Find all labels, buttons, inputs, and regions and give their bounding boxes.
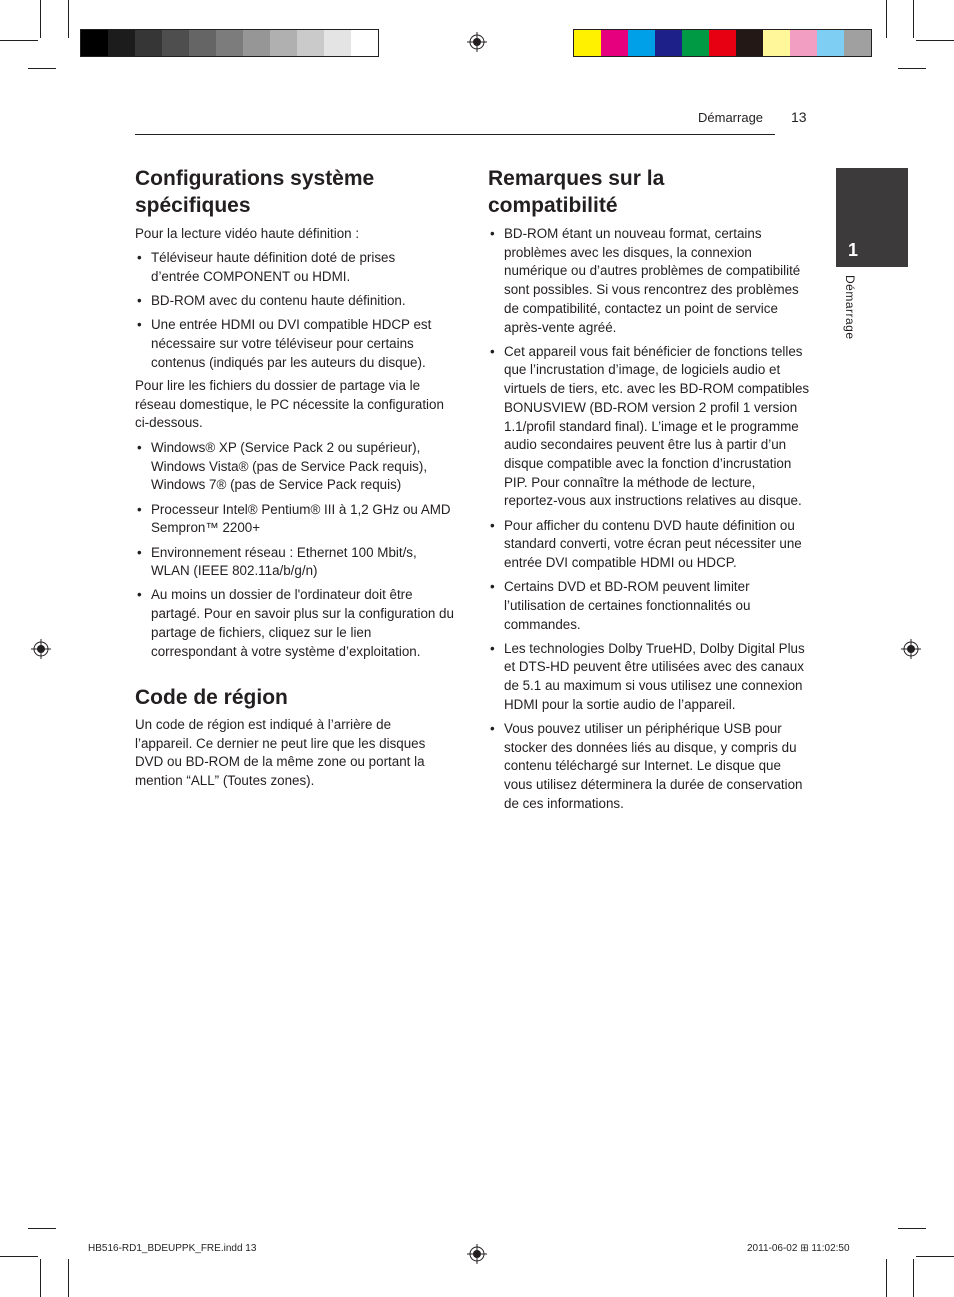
list-item: • Cet appareil vous fait bénéficier de fonctions telles que l’incrustation d’image, de logiciels audio et virtuels de tiers, etc. avec les BD-ROM compatibles BONUSVIEW (BD-ROM version 2 profil 1 version 1.1/profil standard final). L’image et le programme audio secondaires peuvent être lus à partir d’un disque compatible avec la fonction d’incrustation PIP. Pour connaître la méthode de lecture, reportez-vous aux instructions relatives au disque. xyxy=(488,343,810,511)
list-item: • Une entrée HDMI ou DVI compatible HDCP est nécessaire sur votre téléviseur pour certains contenus (indiqués par les auteurs du disque). xyxy=(135,316,445,372)
crop-mark xyxy=(886,0,887,38)
crop-mark xyxy=(0,1256,38,1257)
list-item: • Vous pouvez utiliser un périphérique USB pour stocker des données liés au disque, y compris du contenu téléchargé sur Internet. Le disque que vous utilisez déterminera la durée de conservation de ces informations. xyxy=(488,720,810,814)
crop-mark xyxy=(913,1259,914,1297)
calibration-swatch xyxy=(601,30,628,56)
registration-mark-icon xyxy=(467,32,487,52)
calibration-swatch xyxy=(655,30,682,56)
calibration-swatch xyxy=(81,30,108,56)
crop-mark xyxy=(913,0,914,38)
region-section-title: Code de région xyxy=(135,686,288,709)
calibration-swatch xyxy=(844,30,871,56)
config-intro-1: Pour la lecture vidéo haute définition : xyxy=(135,226,360,241)
header-rule xyxy=(135,134,775,135)
region-text: Un code de région est indiqué à l’arrière de l’appareil. Ce dernier ne peut lire que les disques DVD ou BD-ROM de la même zone ou portant la mention “ALL” (Toutes zones). xyxy=(135,717,426,789)
calibration-swatch xyxy=(628,30,655,56)
calibration-swatch xyxy=(682,30,709,56)
calibration-swatch xyxy=(216,30,243,56)
list-item: • Certains DVD et BD-ROM peuvent limiter l’utilisation de certaines fonctionnalités ou commandes. xyxy=(488,578,810,634)
header-section-label: Démarrage xyxy=(698,110,764,125)
crop-mark xyxy=(886,1259,887,1297)
crop-mark xyxy=(916,40,954,41)
page-number: 13 xyxy=(791,109,807,125)
calibration-swatch xyxy=(709,30,736,56)
footer-filename: HB516-RD1_BDEUPPK_FRE.indd 13 xyxy=(88,1243,257,1254)
calibration-swatch xyxy=(574,30,601,56)
calibration-swatch xyxy=(162,30,189,56)
compat-section-title: Remarques sur la compatibilité xyxy=(488,167,665,217)
compat-list xyxy=(488,225,810,819)
config-section-title: Configurations système spécifiques xyxy=(135,167,375,217)
crop-mark xyxy=(28,68,56,69)
chapter-tab xyxy=(836,168,908,267)
crop-mark xyxy=(40,0,41,38)
calibration-swatch xyxy=(270,30,297,56)
config-intro-2: Pour lire les fichiers du dossier de partage via le réseau domestique, le PC nécessite la configuration ci-dessous. xyxy=(135,378,444,431)
crop-mark xyxy=(68,1259,69,1297)
crop-mark xyxy=(40,1259,41,1297)
list-item: • Windows® XP (Service Pack 2 ou supérieur), Windows Vista® (pas de Service Pack requis), Windows 7® (pas de Service Pack requis) xyxy=(135,439,457,495)
registration-mark-icon xyxy=(901,639,921,659)
footer-timestamp: 2011-06-02 ⊞ 11:02:50 xyxy=(747,1243,850,1254)
calibration-swatch xyxy=(763,30,790,56)
crop-mark xyxy=(28,1228,56,1229)
crop-mark xyxy=(898,68,926,69)
crop-mark xyxy=(68,0,69,38)
list-item: • Processeur Intel® Pentium® III à 1,2 GHz ou AMD Sempron™ 2200+ xyxy=(135,501,457,538)
calibration-swatch xyxy=(297,30,324,56)
calibration-swatch xyxy=(135,30,162,56)
crop-mark xyxy=(898,1228,926,1229)
crop-mark xyxy=(0,40,38,41)
calibration-swatch xyxy=(736,30,763,56)
config-list-1 xyxy=(135,249,445,378)
registration-mark-icon xyxy=(467,1244,487,1264)
calibration-swatch xyxy=(351,30,378,56)
calibration-swatch xyxy=(243,30,270,56)
calibration-swatch xyxy=(108,30,135,56)
list-item: • BD-ROM étant un nouveau format, certains problèmes avec les disques, la connexion numérique ou d’autres problèmes de compatibilité sont possibles. Si vous rencontrez des problèmes de compatibilité, contactez un point de service après-vente agréé. xyxy=(488,225,810,337)
calibration-swatch xyxy=(189,30,216,56)
list-item: • Les technologies Dolby TrueHD, Dolby Digital Plus et DTS-HD peuvent être utilisées avec des canaux de 5.1 au maximum si vous utilisez une connexion HDMI pour la sortie audio de l’appareil. xyxy=(488,640,810,715)
list-item: • Au moins un dossier de l'ordinateur doit être partagé. Pour en savoir plus sur la configuration du partage de fichiers, cliquez sur le lien correspondant à votre système d’exploitation. xyxy=(135,586,457,661)
color-calibration-bar xyxy=(573,29,872,57)
calibration-swatch xyxy=(324,30,351,56)
list-item: • BD-ROM avec du contenu haute définition. xyxy=(135,292,445,311)
registration-mark-icon xyxy=(31,639,51,659)
list-item: • Téléviseur haute définition doté de prises d’entrée COMPONENT ou HDMI. xyxy=(135,249,445,286)
list-item: • Environnement réseau : Ethernet 100 Mbit/s, WLAN (IEEE 802.11a/b/g/n) xyxy=(135,544,457,581)
config-list-2 xyxy=(135,439,457,667)
crop-mark xyxy=(916,1256,954,1257)
chapter-side-label: Démarrage xyxy=(843,275,857,340)
calibration-swatch xyxy=(817,30,844,56)
list-item: • Pour afficher du contenu DVD haute définition ou standard converti, votre écran peut nécessiter une entrée DVI compatible HDMI ou HDCP. xyxy=(488,517,810,573)
calibration-swatch xyxy=(790,30,817,56)
grayscale-calibration-bar xyxy=(80,29,379,57)
chapter-tab-number: 1 xyxy=(848,240,859,260)
